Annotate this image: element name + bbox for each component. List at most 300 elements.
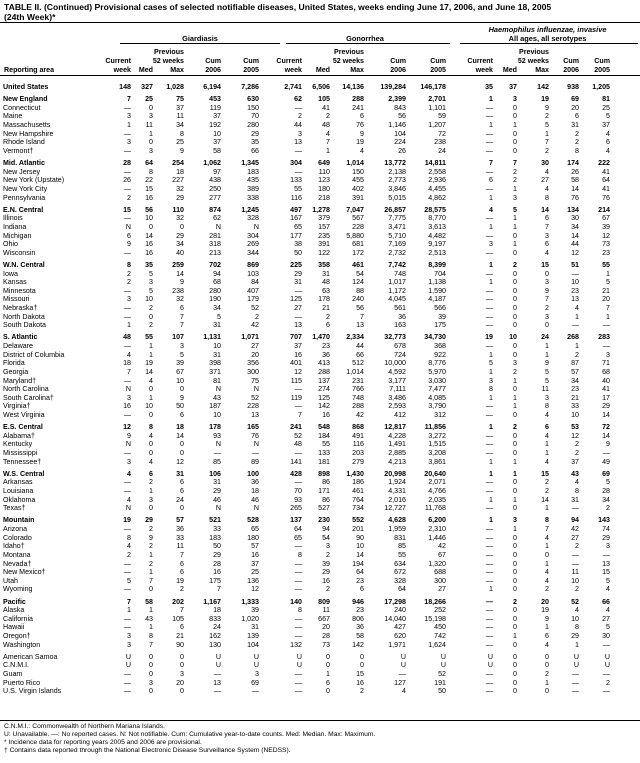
value-cell: 3 [127,632,131,640]
value-cell: 283 [598,333,610,342]
value-cell: 1,020 [241,614,259,623]
area-name-cell: Mississippi [3,449,38,457]
value-cell: 0 [326,687,330,696]
value-cell: 49 [602,457,610,466]
value-cell: 52 [251,304,259,312]
value-cell: 48 [123,333,131,342]
value-cell: 764 [352,495,364,504]
value-cell: 0 [149,585,153,594]
value-cell: 35 [251,138,259,147]
area-name-cell: District of Columbia [3,350,65,359]
value-cell: 6 [545,240,549,249]
value-cell: 1 [513,495,517,504]
value-cell: 1,971 [388,640,406,649]
value-cell: 2,399 [388,95,406,104]
value-cell: — [398,670,406,678]
value-cell: 157 [318,222,330,231]
value-cell: 7,047 [346,205,364,214]
value-cell: 1,101 [428,103,446,112]
value-cell: 0 [513,112,517,121]
table-row [3,185,610,194]
value-cell: 69 [571,95,579,104]
value-cell: — [485,440,493,449]
value-cell: 6 [606,138,610,147]
value-cell: 2 [360,687,364,696]
value-cell: 13 [356,321,364,330]
value-cell: 238 [434,138,446,147]
value-cell: 43 [145,614,153,623]
value-cell: 6 [489,176,493,185]
cum-header-2005-1: Cum [430,57,446,65]
value-cell: 7 [545,138,549,147]
value-cell: 2 [606,678,610,687]
value-cell: 56 [145,205,153,214]
value-cell: — [485,167,493,176]
value-cell: 20 [602,295,610,304]
value-cell: 8 [575,623,579,632]
value-cell: 30 [602,632,610,640]
table-row [3,342,610,351]
value-cell: 4 [545,640,549,649]
value-cell: 391 [318,240,330,249]
value-cell: 21 [602,286,610,295]
value-cell: 115 [290,376,302,385]
table-row [3,478,610,487]
value-cell: 90 [356,533,364,542]
value-cell: 548 [318,423,330,432]
top-rule [0,22,640,23]
value-cell: 0 [513,585,517,594]
area-name-cell: Wyoming [3,585,33,594]
value-cell: 19 [176,576,184,585]
value-cell: 94 [571,516,579,525]
value-cell: 4 [489,205,493,214]
value-cell: 3,208 [428,449,446,457]
value-cell: U [215,652,221,661]
value-cell: — [294,568,302,577]
value-cell: 4,045 [388,295,406,304]
value-cell: 3,790 [428,402,446,411]
week-header-1: week [284,66,302,74]
value-cell: 86 [322,495,330,504]
value-cell: 1 [545,342,549,350]
table-row [3,95,610,104]
value-cell: 1,071 [241,333,259,342]
value-cell: 1 [149,550,153,559]
value-cell: 0 [545,321,549,330]
value-cell: 3,471 [388,222,406,231]
value-cell: — [123,342,131,350]
value-cell: — [213,670,221,678]
value-cell: U [487,652,493,661]
value-cell: 107 [172,333,184,342]
value-cell: 268 [567,333,579,342]
value-cell: 41 [602,184,610,193]
value-cell: U [253,652,259,661]
value-cell: 300 [434,576,446,585]
area-name-cell: New Jersey [3,167,41,176]
value-cell: — [123,146,131,155]
value-cell: 19 [541,95,549,104]
area-name-cell: Vermont† [3,146,34,155]
value-cell: 14 [571,231,579,240]
value-cell: 3,030 [428,376,446,385]
value-cell: 6 [180,304,184,312]
value-cell: 64 [602,176,610,185]
table-row [3,83,610,92]
value-cell: 724 [394,350,406,359]
value-cell: — [485,687,493,696]
value-cell: — [294,670,302,678]
value-cell: 389 [247,184,259,193]
value-cell: 1 [489,260,493,269]
value-cell: 70 [251,112,259,121]
value-cell: 11 [145,121,153,129]
value-cell: — [123,312,131,321]
value-cell: 1 [489,193,493,202]
value-cell: 8 [298,550,302,559]
table-body [3,83,610,696]
value-cell: 0 [513,449,517,457]
table-row [3,687,610,696]
value-cell: 5 [606,576,610,585]
value-cell: U [604,652,610,661]
value-cell: 34 [571,376,579,385]
value-cell: 3 [606,542,610,551]
value-cell: 42 [571,525,579,533]
value-cell: — [294,623,302,632]
value-cell: 3 [127,112,131,121]
value-cell: 0 [513,138,517,147]
value-cell: 20 [322,623,330,632]
value-cell: — [485,533,493,542]
value-cell: 172 [352,248,364,257]
value-cell: 2 [149,559,153,568]
value-cell: 6,194 [203,83,221,91]
value-cell: — [602,550,610,559]
value-cell: — [294,687,302,696]
value-cell: 7 [149,640,153,649]
value-cell: 1 [326,146,330,155]
value-cell: 1 [149,487,153,495]
value-cell: 809 [318,597,330,606]
value-cell: 2,741 [284,83,302,91]
value-cell: 13 [571,295,579,304]
value-cell: 14,136 [342,83,364,91]
area-name-cell: Minnesota [3,286,36,295]
value-cell: 20,640 [424,469,446,478]
value-cell: 32 [176,295,184,304]
value-cell: 13 [602,559,610,568]
value-cell: 4,187 [428,295,446,304]
value-cell: 0 [180,449,184,457]
value-cell: 12 [571,248,579,257]
table-row [3,534,610,543]
value-cell: 67 [438,550,446,559]
value-cell: 3 [513,359,517,368]
value-cell: N [253,385,259,394]
value-cell: 2 [575,129,579,138]
year-2005-header-0: 2005 [243,66,259,74]
value-cell: — [485,304,493,312]
value-cell: 6 [545,423,549,432]
value-cell: 620 [394,632,406,640]
value-cell: 41 [602,385,610,394]
value-cell: 7,477 [428,385,446,394]
value-cell: 0 [513,568,517,577]
value-cell: 69 [251,678,259,687]
value-cell: 32 [176,184,184,193]
value-cell: 20 [571,103,579,112]
value-cell: 39 [251,606,259,615]
area-name-cell: South Dakota [3,321,46,330]
value-cell: 14 [145,231,153,240]
value-cell: 104 [394,129,406,138]
area-name-cell: Indiana [3,222,27,231]
value-cell: — [123,167,131,176]
value-cell: 288 [352,95,364,104]
value-cell: 163 [394,321,406,330]
value-cell: — [123,214,131,223]
value-cell: 0 [149,504,153,513]
value-cell: 59 [438,112,446,121]
value-cell: 26 [123,176,131,185]
value-cell: — [294,103,302,112]
value-cell: 4 [127,495,131,504]
previous-header-0: Previous [154,48,184,56]
area-name-cell: South Carolina† [3,393,54,402]
value-cell: 3 [149,146,153,155]
value-cell: 213 [209,248,221,257]
table-row [3,423,610,432]
value-cell: 7 [545,222,549,231]
value-cell: 27 [438,585,446,594]
value-cell: 141 [290,457,302,466]
value-cell: 11 [541,385,549,394]
value-cell: 4 [545,184,549,193]
value-cell: 179 [247,295,259,304]
area-name-cell: Massachusetts [3,121,51,129]
value-cell: 4 [606,129,610,138]
value-cell: 869 [247,260,259,269]
value-cell: 0 [513,533,517,542]
value-cell: 843 [394,103,406,112]
weeks52-header-1: 52 weeks [332,57,364,65]
value-cell: 9 [606,440,610,449]
value-cell: 3,846 [388,184,406,193]
value-cell: 3 [149,495,153,504]
header-rule [0,75,640,76]
value-cell: 214 [598,205,610,214]
area-name-cell: New York City [3,184,48,193]
value-cell: 1 [326,670,330,678]
area-name-cell: Arkansas [3,478,33,487]
value-cell: 4 [545,457,549,466]
value-cell: 39 [602,222,610,231]
value-cell: 228 [247,402,259,411]
value-cell: 180 [318,184,330,193]
value-cell: 1 [513,457,517,466]
area-name-cell: Puerto Rico [3,678,41,687]
value-cell: 5 [545,367,549,376]
value-cell: 0 [513,661,517,670]
area-name-cell: U.S. Virgin Islands [3,687,62,696]
value-cell: — [485,112,493,121]
value-cell: 8 [127,260,131,269]
value-cell: 280 [209,286,221,295]
value-cell: 0 [149,661,153,670]
value-cell: 183 [209,533,221,542]
value-cell: 2 [545,487,549,495]
value-cell: — [123,449,131,457]
table-row [3,287,610,296]
table-row [3,351,610,360]
value-cell: 1 [489,95,493,104]
value-cell: 10 [176,376,184,385]
value-cell: 40 [176,248,184,257]
value-cell: 37 [213,112,221,121]
value-cell: 3 [489,376,493,385]
value-cell: 455 [352,176,364,185]
value-cell: 24 [438,146,446,155]
area-name-cell: New England [3,95,48,104]
table-row [3,194,610,203]
current-header-2: Current [467,57,493,65]
value-cell: 34 [176,240,184,249]
value-cell: 1,172 [388,286,406,295]
area-name-cell: W.S. Central [3,469,45,478]
value-cell: 37 [602,121,610,129]
value-cell: 2 [513,260,517,269]
value-cell: 9 [545,103,549,112]
value-cell: 4 [575,606,579,615]
value-cell: 391 [352,193,364,202]
value-cell: 0 [149,449,153,457]
value-cell: — [485,129,493,138]
value-cell: — [485,286,493,295]
value-cell: 2 [326,312,330,321]
table-row [3,661,610,670]
value-cell: 2 [575,449,579,457]
value-cell: 50 [294,248,302,257]
value-cell: 4 [545,248,549,257]
value-cell: — [571,559,579,568]
value-cell: 1 [489,350,493,359]
value-cell: 0 [513,269,517,278]
data-table [3,83,610,696]
area-name-cell: E.S. Central [3,423,43,432]
value-cell: — [485,525,493,533]
value-cell: 1,207 [428,121,446,129]
value-cell: 34 [571,222,579,231]
year-2006-header-2: 2006 [563,66,579,74]
value-cell: 240 [352,295,364,304]
value-cell: — [123,411,131,419]
value-cell: 11 [176,112,184,121]
value-cell: 398 [209,359,221,368]
value-cell: 23 [602,248,610,257]
value-cell: 259 [172,260,184,269]
value-cell: 0 [545,687,549,696]
footnote-nedss: † Contains data reported through the National Electronic Disease Surveillance System (NEDSS). [4,747,291,754]
area-name-cell: Ohio [3,240,18,249]
value-cell: — [571,550,579,559]
value-cell: 8 [575,487,579,495]
value-cell: 142 [318,402,330,411]
value-cell: 4 [127,542,131,551]
value-cell: 14,811 [424,159,446,167]
value-cell: — [123,670,131,678]
value-cell: 13 [213,678,221,687]
value-cell: 76 [571,193,579,202]
value-cell: 192 [209,121,221,129]
value-cell: 1,624 [428,640,446,649]
value-cell: 29 [571,632,579,640]
value-cell: 50 [213,542,221,551]
area-name-cell: Michigan [3,231,32,240]
value-cell: 4 [127,350,131,359]
value-cell: — [485,576,493,585]
value-cell: 304 [290,159,302,167]
value-cell: 748 [352,393,364,402]
value-cell: 1 [606,312,610,321]
value-cell: — [294,449,302,457]
value-cell: U [400,661,406,670]
value-cell: — [123,103,131,112]
value-cell: — [485,184,493,193]
value-cell: 54 [356,269,364,278]
value-cell: 4,766 [428,487,446,495]
value-cell: 12 [294,367,302,376]
week-header-0: week [113,66,131,74]
value-cell: 0 [513,440,517,449]
value-cell: 1 [545,449,549,457]
value-cell: 1 [513,376,517,385]
value-cell: — [294,385,302,394]
value-cell: 7 [326,138,330,147]
value-cell: 1 [513,214,517,223]
value-cell: 300 [247,367,259,376]
value-cell: 57 [571,367,579,376]
value-cell: 41 [322,103,330,112]
value-cell: 4 [545,167,549,176]
value-cell: 279 [352,457,364,466]
value-cell: 11,768 [424,504,446,513]
value-cell: 2,558 [428,167,446,176]
value-cell: 7 [127,367,131,376]
value-cell: 2,701 [428,95,446,104]
value-cell: 0 [149,670,153,678]
value-cell: — [485,623,493,632]
value-cell: — [123,248,131,257]
value-cell: 33 [176,533,184,542]
value-cell: 27 [251,342,259,350]
value-cell: 678 [394,342,406,350]
value-cell: 2 [127,550,131,559]
table-row [3,560,610,569]
table-row [3,232,610,241]
value-cell: 54 [322,533,330,542]
value-cell: 6 [545,214,549,223]
cum-header-2006-1: Cum [390,57,406,65]
value-cell: 269 [247,240,259,249]
value-cell: 0 [513,623,517,632]
value-cell: 93 [213,431,221,440]
value-cell: 56 [398,112,406,121]
value-cell: 7 [489,159,493,167]
area-name-cell: United States [3,83,49,91]
value-cell: 1 [513,632,517,640]
